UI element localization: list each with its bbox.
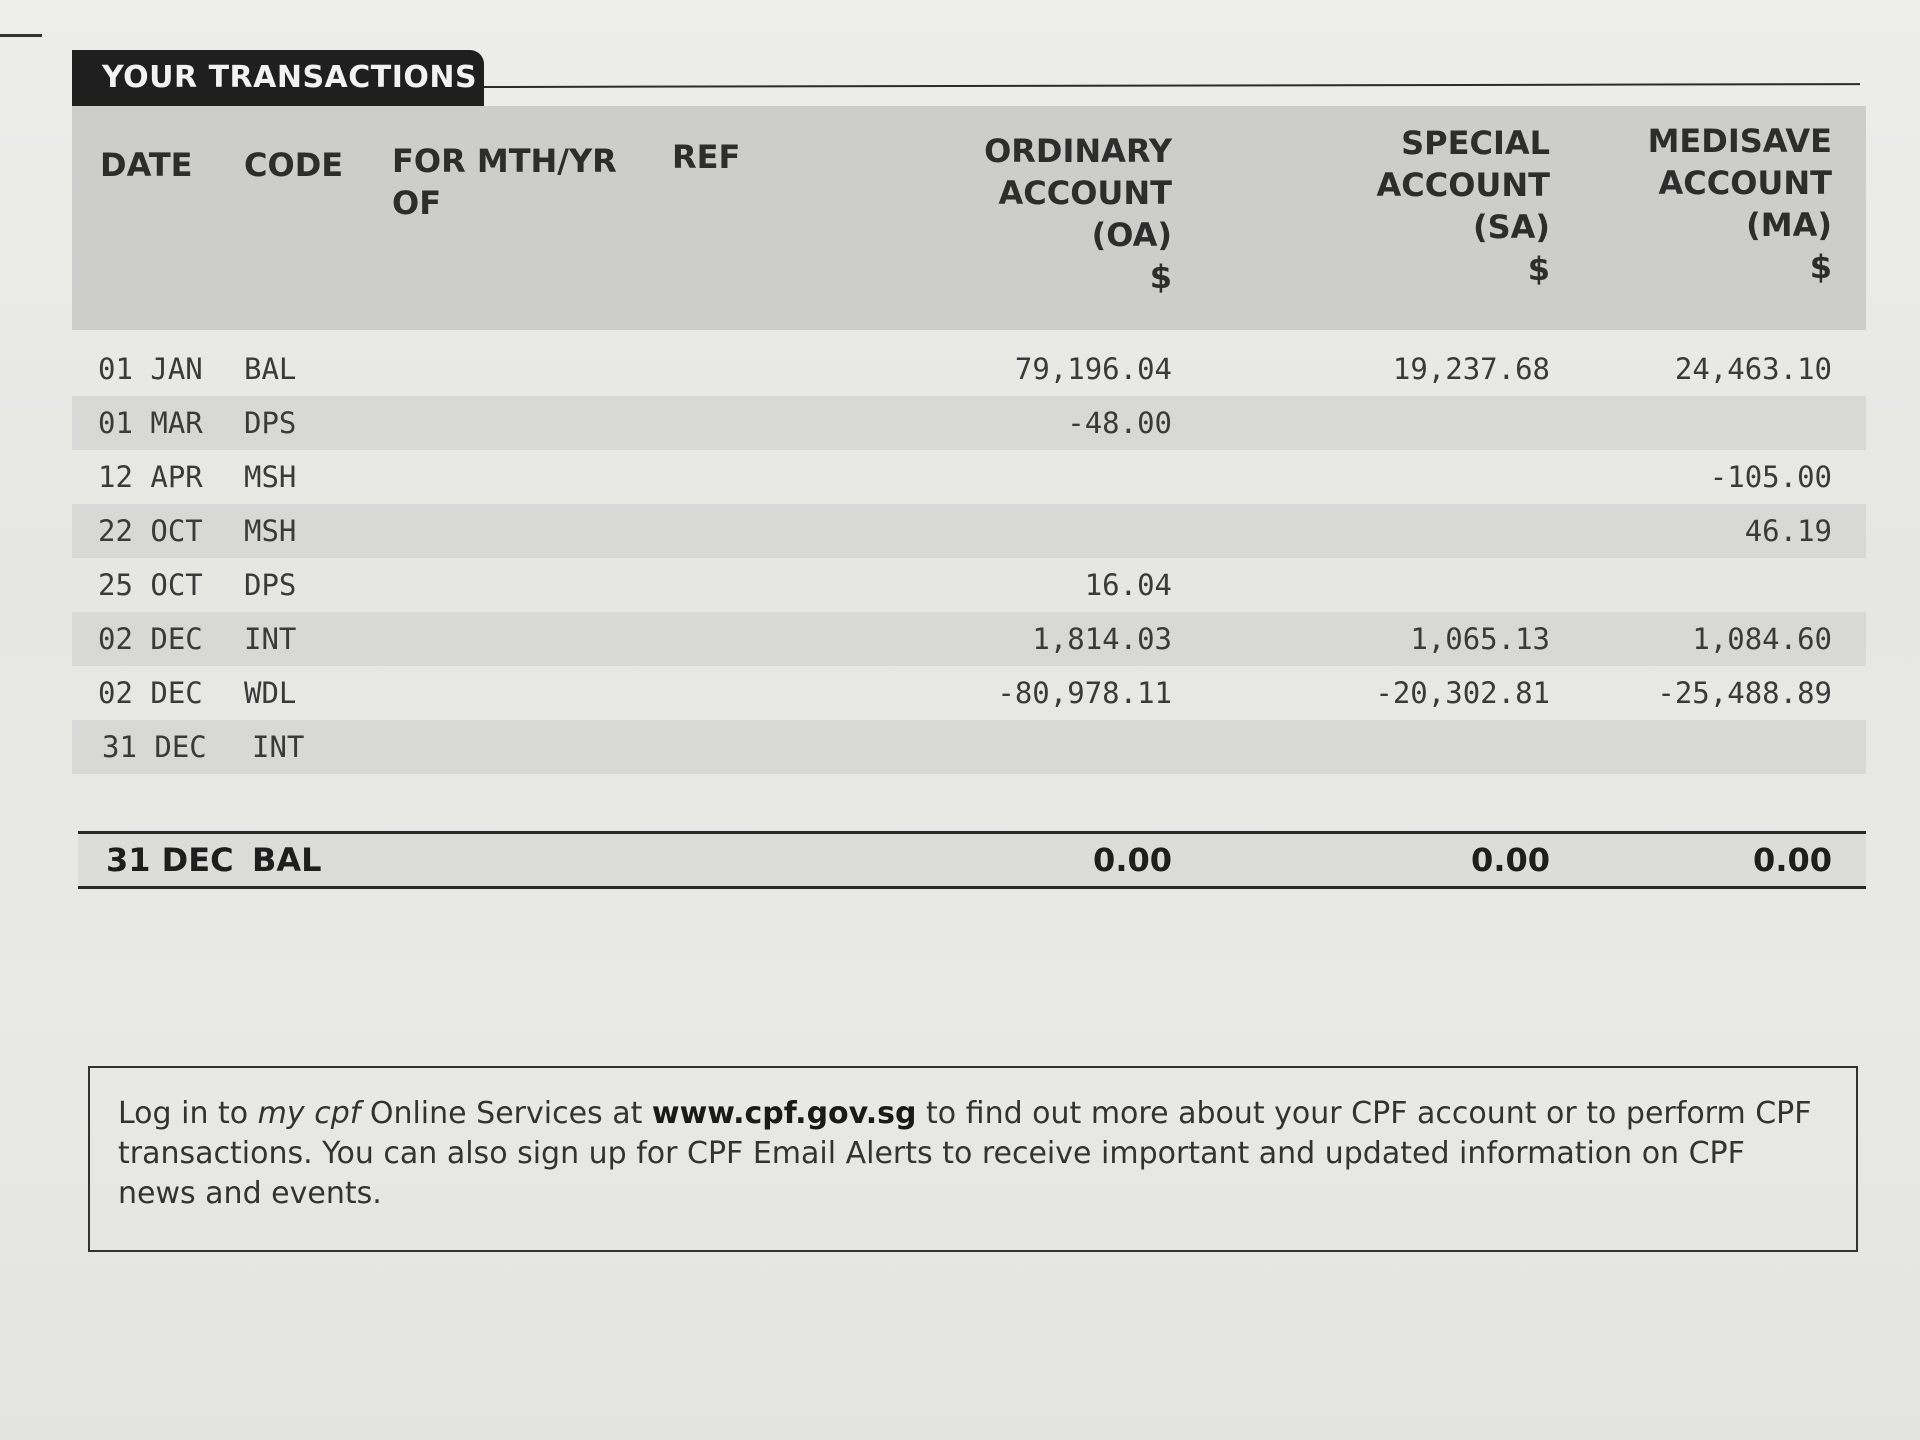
row-date: 25 OCT [98,568,203,602]
row-oa: -80,978.11 [997,676,1172,710]
row-code: MSH [244,460,297,494]
row-code: WDL [244,676,297,710]
table-row [72,504,1866,558]
table-row [72,558,1866,612]
row-code: BAL [244,352,297,386]
row-sa: -20,302.81 [1375,676,1550,710]
section-title: YOUR TRANSACTIONS [72,50,484,106]
closing-balance-row [78,834,1866,886]
info-url: www.cpf.gov.sg [651,1096,917,1131]
table-row [72,612,1866,666]
info-text-middle: Online Services at [360,1096,652,1131]
row-code: DPS [244,568,297,602]
row-code: INT [244,622,297,656]
row-code: DPS [244,406,297,440]
row-sa: 19,237.68 [1392,352,1550,386]
row-date: 22 OCT [98,514,203,548]
row-date: 12 APR [98,460,203,494]
table-row [72,396,1866,450]
closing-oa: 0.00 [1093,841,1172,879]
header-sa: SPECIAL ACCOUNT (SA) $ [1376,124,1550,288]
table-row [72,342,1866,396]
row-date: 02 DEC [98,676,203,710]
row-ma: 24,463.10 [1674,352,1832,386]
header-date: DATE [100,146,193,184]
row-date: 31 DEC [102,730,207,764]
closing-ma: 0.00 [1753,841,1832,879]
row-date: 02 DEC [98,622,203,656]
balance-bottom-rule [78,886,1866,889]
closing-sa: 0.00 [1471,841,1550,879]
row-date: 01 MAR [98,406,203,440]
info-brand-my: my [257,1096,305,1131]
corner-mark [0,34,42,37]
row-code: MSH [244,514,297,548]
row-sa: 1,065.13 [1410,622,1550,656]
table-row [72,720,1866,774]
row-code: INT [252,730,305,764]
header-oa: ORDINARY ACCOUNT (OA) $ [984,132,1172,296]
table-header [72,106,1866,330]
closing-date: 31 DEC [106,841,234,879]
row-oa: 1,814.03 [1032,622,1172,656]
header-for-mth-yr: FOR MTH/YR OF [392,142,617,222]
info-text-prefix: Log in to [118,1096,258,1131]
section-rule [484,83,1860,88]
row-ma: -25,488.89 [1657,676,1832,710]
row-oa: 16.04 [1084,568,1172,602]
header-ref: REF [672,138,741,176]
row-ma: 1,084.60 [1692,622,1832,656]
closing-code: BAL [252,841,322,879]
row-date: 01 JAN [98,352,203,386]
header-ma: MEDISAVE ACCOUNT (MA) $ [1647,122,1832,286]
row-oa: 79,196.04 [1014,352,1172,386]
info-notice [88,1066,1858,1252]
header-code: CODE [244,146,344,184]
row-ma: 46.19 [1744,514,1832,548]
table-row [72,450,1866,504]
info-brand-cpf: cpf [314,1096,361,1131]
info-text-suffix: to find out more about your CPF account or to perform CPF transactions. You can also sign up for CPF Email Alerts to receive important and updated information on CPF news and events. [118,1096,1812,1211]
table-row [72,666,1866,720]
row-ma: -105.00 [1709,460,1832,494]
row-oa: -48.00 [1067,406,1172,440]
